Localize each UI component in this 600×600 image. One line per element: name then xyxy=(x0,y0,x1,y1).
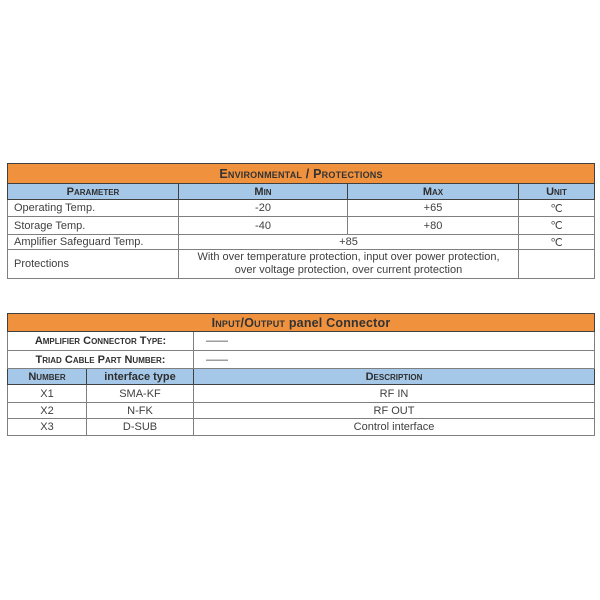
parameter-cell: Protections xyxy=(8,250,179,279)
description-cell: RF OUT xyxy=(194,403,595,419)
min-max-merged-cell: +85 xyxy=(179,235,519,250)
number-cell: X2 xyxy=(8,403,87,419)
unit-cell xyxy=(519,250,595,279)
io-title-caps: Input/Output xyxy=(211,315,286,330)
unit-cell: ℃ xyxy=(519,235,595,250)
env-header-max: Max xyxy=(348,184,519,200)
table-row xyxy=(8,419,595,436)
number-cell: X3 xyxy=(8,419,87,436)
min-cell: -20 xyxy=(179,200,348,217)
environmental-protections-table xyxy=(7,163,595,279)
parameter-cell: Storage Temp. xyxy=(8,217,179,235)
io-header-description: Description xyxy=(194,369,595,385)
table-row xyxy=(8,217,595,235)
table-row xyxy=(8,351,595,369)
cable-part-number-label: Triad Cable Part Number: xyxy=(8,351,194,369)
unit-cell: ℃ xyxy=(519,200,595,217)
protections-description-cell: With over temperature protection, input over power protection, over voltage protection, over current protection xyxy=(179,250,519,279)
parameter-cell: Amplifier Safeguard Temp. xyxy=(8,235,179,250)
number-cell: X1 xyxy=(8,385,87,403)
env-header-parameter: Parameter xyxy=(8,184,179,200)
env-header-min: Min xyxy=(179,184,348,200)
io-table-title xyxy=(8,314,595,332)
description-cell: RF IN xyxy=(194,385,595,403)
interface-cell: N-FK xyxy=(87,403,194,419)
unit-cell: ℃ xyxy=(519,217,595,235)
io-panel-connector-table xyxy=(7,313,595,436)
max-cell: +65 xyxy=(348,200,519,217)
env-header-unit: Unit xyxy=(519,184,595,200)
env-table-title: Environmental / Protections xyxy=(8,164,595,184)
interface-cell: SMA-KF xyxy=(87,385,194,403)
description-cell: Control interface xyxy=(194,419,595,436)
parameter-cell: Operating Temp. xyxy=(8,200,179,217)
connector-type-value: —— xyxy=(194,332,595,351)
min-cell: -40 xyxy=(179,217,348,235)
io-header-number: Number xyxy=(8,369,87,385)
io-header-interface-type: interface type xyxy=(87,369,194,385)
connector-type-label: Amplifier Connector Type: xyxy=(8,332,194,351)
cable-part-number-value: —— xyxy=(194,351,595,369)
interface-cell: D-SUB xyxy=(87,419,194,436)
table-row xyxy=(8,250,595,279)
io-title-rest: panel Connector xyxy=(288,315,391,330)
max-cell: +80 xyxy=(348,217,519,235)
table-row xyxy=(8,332,595,351)
table-row xyxy=(8,235,595,250)
table-row xyxy=(8,200,595,217)
table-row xyxy=(8,385,595,403)
table-row xyxy=(8,403,595,419)
